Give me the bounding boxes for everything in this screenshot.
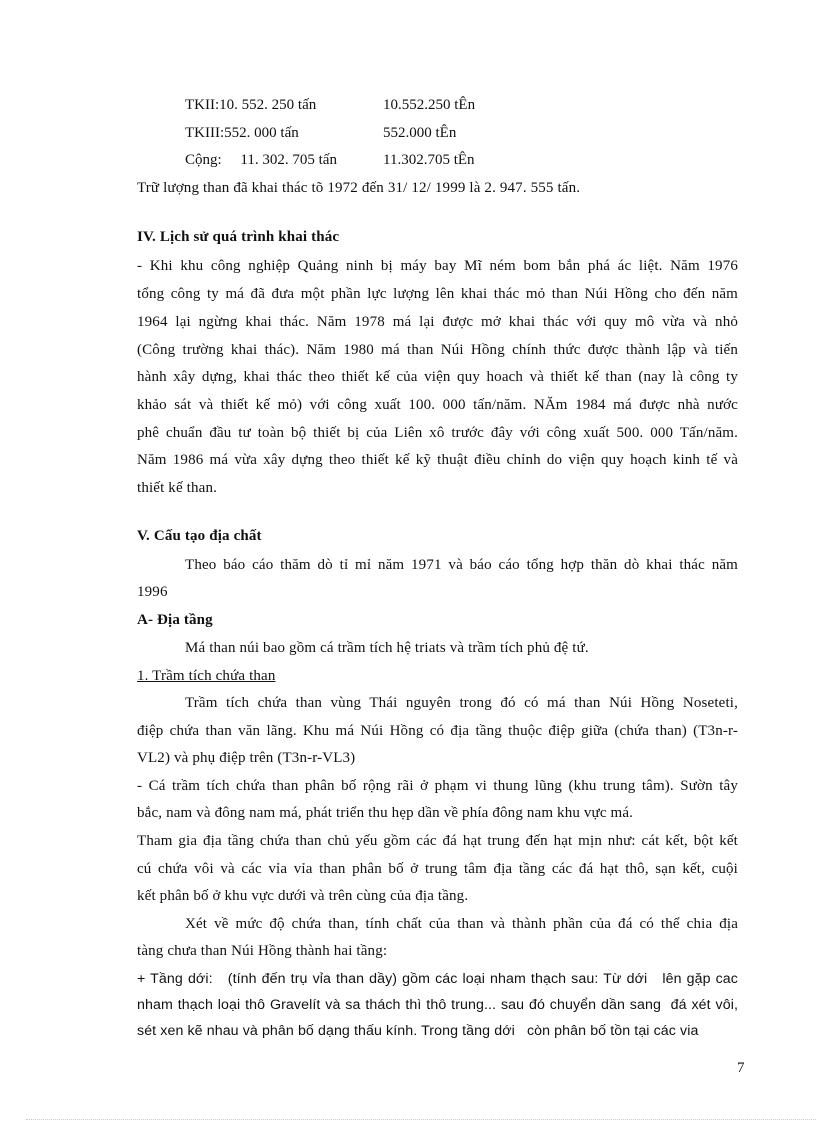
paragraph-line: khảo sát và thiết kế mỏ) với công xuất 100. 000 tấn/năm. NĂm 1984 má được nhà nước: [137, 397, 738, 413]
paragraph-line: tổng công ty má đã đưa một phần lực lượng lên khai thác mỏ than Núi Hồng cho đến năm: [137, 286, 738, 302]
paragraph-line: Trầm tích chứa than vùng Thái nguyên trong đó có má than Núi Hồng Noseteti,: [185, 695, 738, 711]
paragraph-line: VL2) và phụ điệp trên (T3n-r-VL3): [137, 750, 356, 766]
section-heading: IV. Lịch sử quá trình khai thác: [137, 229, 340, 245]
paragraph-line: nham thạch loại thô Gravelít và sa thách thì thô trung... sau đó chuyển dần sang đá xét vôi,: [137, 997, 738, 1013]
paragraph-line: - Khi khu công nghiệp Quảng ninh bị máy bay Mĩ ném bom bắn phá ác liệt. Năm 1976: [137, 258, 738, 274]
paragraph-line: 1996: [137, 584, 168, 600]
paragraph-line: bắc, nam và đông nam má, phát triển thu hẹp dần về phía đông nam khu vực má.: [137, 805, 634, 821]
paragraph-line: Xét về mức độ chứa than, tính chất của than và thành phần của đá có thể chia địa: [185, 916, 738, 932]
reserves-left: Cộng: 11. 302. 705 tấn: [185, 152, 337, 168]
subsection-heading: A- Địa tầng: [137, 612, 213, 628]
paragraph-line: phê chuẩn đầu tư toàn bộ thiết bị của Liên xô trước đây với công xuất 500. 000 Tấn/năm.: [137, 425, 738, 441]
paragraph-line: (Công trường khai thác). Năm 1980 má than Núi Hồng chính thức được thành lập và tiến: [137, 342, 738, 358]
paragraph-line: điệp chứa than văn lãng. Khu má Núi Hồng có địa tầng thuộc điệp giữa (chứa than) (T3n-r-: [137, 723, 738, 739]
paragraph-line: 1964 lại ngừng khai thác. Năm 1978 má lại được mở khai thác với quy mô vừa và nhỏ: [137, 314, 738, 330]
paragraph-line: Theo báo cáo thăm dò tỉ mỉ năm 1971 và báo cáo tổng hợp thăn dò khai thác năm: [185, 557, 738, 573]
reserves-left: TKII:10. 552. 250 tấn: [185, 97, 317, 113]
paragraph-line: - Cá trầm tích chứa than phân bố rộng rãi ở phạm vi thung lũng (khu trung tâm). Sườn tây: [137, 778, 738, 794]
underlined-title: 1. Trầm tích chứa than: [137, 668, 276, 684]
paragraph-line: Tham gia địa tầng chứa than chủ yếu gồm các đá hạt trung đến hạt mịn như: cát kết, bột kết: [137, 833, 738, 849]
subsection-heading-underlined: [137, 666, 738, 686]
page-footer-divider: [26, 1119, 816, 1120]
reserves-note: Trữ lượng than đã khai thác tõ 1972 đến 31/ 12/ 1999 là 2. 947. 555 tấn.: [137, 180, 581, 196]
paragraph-line: tàng chưa than Núi Hồng thành hai tầng:: [137, 943, 388, 959]
paragraph-line: thiết kế than.: [137, 480, 217, 496]
reserves-right: 11.302.705 tÊn: [383, 152, 475, 168]
reserves-right: 10.552.250 tÊn: [383, 97, 476, 113]
reserves-left: TKIII:552. 000 tấn: [185, 125, 299, 141]
paragraph-line: + Tầng dới: (tính đến trụ vỉa than dầy) gồm các loại nham thạch sau: Từ dới lên gặp cac: [137, 971, 738, 987]
reserves-right: 552.000 tÊn: [383, 125, 457, 141]
paragraph-line: kết phân bố ở khu vực dưới và trên cùng của địa tầng.: [137, 888, 469, 904]
section-heading: V. Cấu tạo địa chất: [137, 528, 262, 544]
paragraph-line: hành xây dựng, khai thác theo thiết kế của viện quy hoach và thiết kế than (nay là công ty: [137, 369, 738, 385]
paragraph-line: Má than núi bao gồm cá trầm tích hệ triats và trầm tích phủ đệ tứ.: [185, 640, 589, 656]
paragraph-line: sét xen kẽ nhau và phân bố dạng thấu kính. Trong tầng dới còn phân bố tồn tại các via: [137, 1023, 699, 1039]
paragraph-line: cú chứa vôi và các vỉa vỉa than phân bố ở trung tâm địa tầng các đá hạt thô, sạn kết, cuội: [137, 861, 738, 877]
paragraph-line: Năm 1986 má vừa xây dựng theo thiết kế kỹ thuật điều chỉnh do viện quy hoạch kinh tế và: [137, 452, 738, 468]
page-number: 7: [737, 1060, 745, 1076]
